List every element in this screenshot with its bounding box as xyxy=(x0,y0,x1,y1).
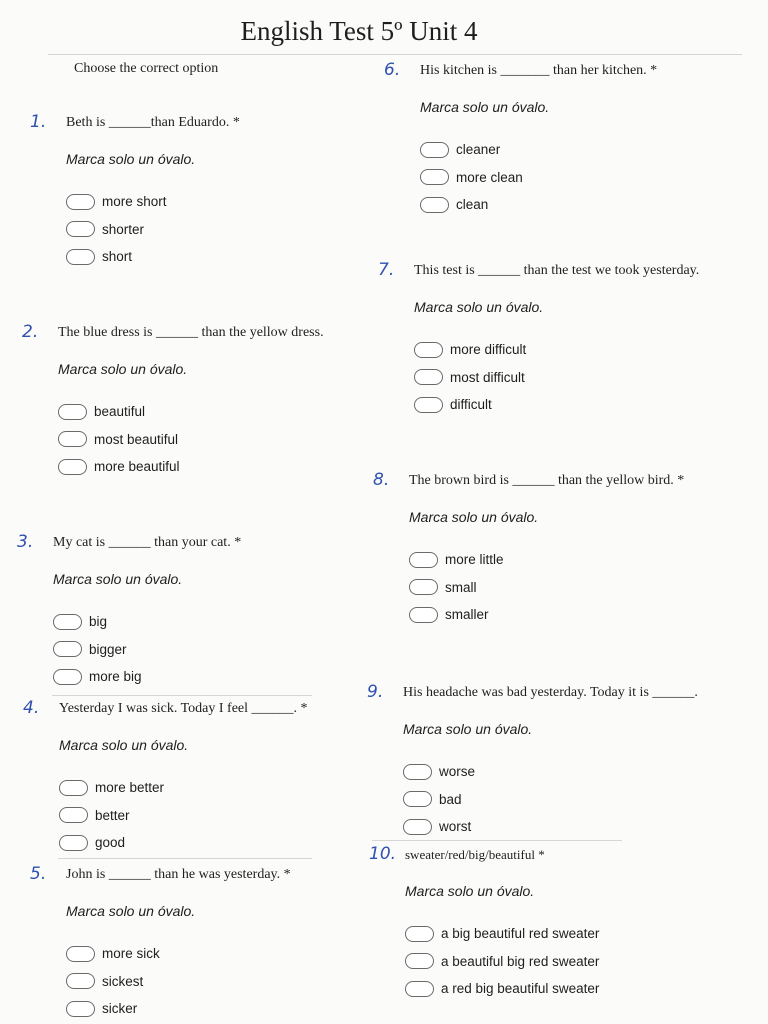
option-label: more better xyxy=(95,780,165,796)
option-label: more big xyxy=(89,669,142,685)
question-prompt xyxy=(66,866,416,884)
prompt-text: John is xyxy=(66,867,109,882)
answer-blank: ______ xyxy=(478,263,521,278)
oval-radio-icon[interactable] xyxy=(66,249,95,265)
option-label: short xyxy=(102,249,133,265)
instruction-text: Choose the correct option xyxy=(74,61,219,76)
option-list xyxy=(66,188,416,271)
answer-blank: ______ xyxy=(108,867,151,882)
option-label: clean xyxy=(456,197,489,213)
option-label: cleaner xyxy=(456,142,501,158)
oval-radio-icon[interactable] xyxy=(420,169,449,185)
answer-option[interactable] xyxy=(58,426,408,454)
page-title: English Test 5º Unit 4 xyxy=(240,16,478,46)
answer-option[interactable] xyxy=(403,758,753,786)
oval-radio-icon[interactable] xyxy=(58,431,87,447)
option-label: bigger xyxy=(89,641,127,657)
answer-instruction: Marca solo un óvalo. xyxy=(53,571,183,587)
answer-option[interactable] xyxy=(58,398,408,426)
answer-option[interactable] xyxy=(420,191,768,219)
option-label: sickest xyxy=(102,973,144,989)
oval-radio-icon[interactable] xyxy=(403,791,432,807)
answer-blank: ______ xyxy=(251,701,294,716)
prompt-text: Yesterday I was sick. Today I feel xyxy=(59,701,252,716)
oval-radio-icon[interactable] xyxy=(66,946,95,962)
question-2 xyxy=(22,322,408,481)
answer-instruction: Marca solo un óvalo. xyxy=(405,883,535,899)
answer-instruction: Marca solo un óvalo. xyxy=(59,737,189,753)
answer-option[interactable] xyxy=(66,968,416,996)
answer-option[interactable] xyxy=(414,364,764,392)
answer-option[interactable] xyxy=(403,813,753,841)
answer-option[interactable] xyxy=(58,453,408,481)
oval-radio-icon[interactable] xyxy=(403,764,432,780)
question-prompt xyxy=(420,62,768,80)
option-label: small xyxy=(445,579,477,595)
answer-blank: ______ xyxy=(108,535,151,550)
question-number: 6. xyxy=(384,60,401,80)
prompt-text: His kitchen is xyxy=(420,63,501,78)
question-prompt xyxy=(59,700,409,718)
answer-option[interactable] xyxy=(53,663,403,691)
divider xyxy=(58,858,312,859)
option-list xyxy=(66,940,416,1023)
option-label: a big beautiful red sweater xyxy=(441,926,600,942)
answer-blank: ______ xyxy=(512,473,555,488)
question-prompt xyxy=(414,262,764,280)
question-number: 5. xyxy=(30,864,47,884)
prompt-text: The blue dress is xyxy=(58,325,156,340)
prompt-text: than the yellow dress. xyxy=(197,325,324,340)
question-prompt xyxy=(403,684,753,702)
answer-blank: ______ xyxy=(108,115,151,130)
answer-option[interactable] xyxy=(59,774,409,802)
question-6 xyxy=(384,60,768,219)
oval-radio-icon[interactable] xyxy=(53,641,82,657)
option-list xyxy=(53,608,403,691)
prompt-text: than your cat. * xyxy=(150,535,242,550)
prompt-text: than her kitchen. * xyxy=(549,63,658,78)
option-label: more sick xyxy=(102,946,160,962)
answer-option[interactable] xyxy=(66,216,416,244)
answer-instruction: Marca solo un óvalo. xyxy=(58,361,188,377)
answer-option[interactable] xyxy=(409,574,759,602)
prompt-text: Beth is xyxy=(66,115,109,130)
answer-instruction: Marca solo un óvalo. xyxy=(414,299,544,315)
oval-radio-icon[interactable] xyxy=(414,369,443,385)
option-label: most beautiful xyxy=(94,431,179,447)
question-9 xyxy=(367,682,753,841)
answer-option[interactable] xyxy=(403,786,753,814)
question-prompt xyxy=(405,846,755,864)
oval-radio-icon[interactable] xyxy=(414,397,443,413)
question-number: 4. xyxy=(23,698,40,718)
answer-option[interactable] xyxy=(420,136,768,164)
answer-option[interactable] xyxy=(59,829,409,857)
oval-radio-icon[interactable] xyxy=(420,142,449,158)
answer-option[interactable] xyxy=(409,546,759,574)
option-label: sicker xyxy=(102,1001,138,1017)
option-list xyxy=(409,546,759,629)
prompt-text: The brown bird is xyxy=(409,473,513,488)
oval-radio-icon[interactable] xyxy=(58,404,87,420)
question-8 xyxy=(373,470,759,629)
prompt-text: . * xyxy=(293,701,308,716)
question-number: 1. xyxy=(30,112,47,132)
answer-option[interactable] xyxy=(53,636,403,664)
question-number: 7. xyxy=(378,260,395,280)
option-list xyxy=(59,774,409,857)
question-3 xyxy=(17,532,403,691)
answer-option[interactable] xyxy=(414,391,764,419)
question-10 xyxy=(369,844,755,1003)
option-list xyxy=(403,758,753,841)
answer-option[interactable] xyxy=(66,940,416,968)
answer-option[interactable] xyxy=(405,975,755,1003)
oval-radio-icon[interactable] xyxy=(59,835,88,851)
answer-blank: ______ xyxy=(652,685,695,700)
answer-option[interactable] xyxy=(66,995,416,1023)
answer-option[interactable] xyxy=(409,601,759,629)
oval-radio-icon[interactable] xyxy=(414,342,443,358)
answer-option[interactable] xyxy=(405,948,755,976)
oval-radio-icon[interactable] xyxy=(405,981,434,997)
question-number: 10. xyxy=(369,844,397,864)
prompt-text: than the test we took yesterday. xyxy=(520,263,700,278)
option-list xyxy=(420,136,768,219)
oval-radio-icon[interactable] xyxy=(405,953,434,969)
option-label: bad xyxy=(439,791,462,807)
oval-radio-icon[interactable] xyxy=(403,819,432,835)
option-label: a red big beautiful sweater xyxy=(441,981,600,997)
question-prompt xyxy=(58,324,408,342)
oval-radio-icon[interactable] xyxy=(58,459,87,475)
question-prompt xyxy=(409,472,759,490)
question-1 xyxy=(30,112,416,271)
option-label: more beautiful xyxy=(94,459,180,475)
answer-blank: ______ xyxy=(155,325,198,340)
answer-option[interactable] xyxy=(405,920,755,948)
option-label: better xyxy=(95,807,130,823)
option-label: beautiful xyxy=(94,404,146,420)
answer-instruction: Marca solo un óvalo. xyxy=(403,721,533,737)
option-label: worse xyxy=(439,764,476,780)
option-label: good xyxy=(95,835,126,851)
oval-radio-icon[interactable] xyxy=(409,552,438,568)
question-number: 2. xyxy=(22,322,39,342)
answer-option[interactable] xyxy=(59,802,409,830)
answer-instruction: Marca solo un óvalo. xyxy=(420,99,550,115)
option-label: a beautiful big red sweater xyxy=(441,953,600,969)
option-list xyxy=(58,398,408,481)
prompt-text: My cat is xyxy=(53,535,109,550)
prompt-text: sweater/red/big/beautiful * xyxy=(405,847,545,862)
question-5 xyxy=(30,864,416,1023)
oval-radio-icon[interactable] xyxy=(53,614,82,630)
prompt-text: This test is xyxy=(414,263,479,278)
question-number: 8. xyxy=(373,470,390,490)
question-number: 3. xyxy=(17,532,34,552)
option-list xyxy=(414,336,764,419)
answer-option[interactable] xyxy=(420,164,768,192)
oval-radio-icon[interactable] xyxy=(66,221,95,237)
divider xyxy=(372,840,622,841)
prompt-text: than he was yesterday. * xyxy=(150,867,291,882)
answer-option[interactable] xyxy=(66,243,416,271)
divider xyxy=(48,54,742,55)
answer-option[interactable] xyxy=(66,188,416,216)
question-prompt xyxy=(53,534,403,552)
option-label: smaller xyxy=(445,607,489,623)
answer-option[interactable] xyxy=(414,336,764,364)
question-4 xyxy=(23,698,409,857)
oval-radio-icon[interactable] xyxy=(409,579,438,595)
prompt-text: His headache was bad yesterday. Today it is xyxy=(403,685,653,700)
option-label: most difficult xyxy=(450,369,525,385)
option-label: more difficult xyxy=(450,342,527,358)
option-label: more little xyxy=(445,552,504,568)
option-label: shorter xyxy=(102,221,145,237)
answer-blank: _______ xyxy=(500,63,550,78)
option-label: big xyxy=(89,614,108,630)
oval-radio-icon[interactable] xyxy=(59,807,88,823)
divider xyxy=(52,695,312,696)
oval-radio-icon[interactable] xyxy=(405,926,434,942)
answer-instruction: Marca solo un óvalo. xyxy=(66,903,196,919)
answer-instruction: Marca solo un óvalo. xyxy=(409,509,539,525)
prompt-text: than the yellow bird. * xyxy=(554,473,685,488)
answer-instruction: Marca solo un óvalo. xyxy=(66,151,196,167)
prompt-text: . xyxy=(694,685,698,700)
option-label: more short xyxy=(102,194,167,210)
answer-option[interactable] xyxy=(53,608,403,636)
question-number: 9. xyxy=(367,682,384,702)
oval-radio-icon[interactable] xyxy=(66,194,95,210)
oval-radio-icon[interactable] xyxy=(53,669,82,685)
option-list xyxy=(405,920,755,1003)
oval-radio-icon[interactable] xyxy=(66,973,95,989)
question-prompt xyxy=(66,114,416,132)
option-label: difficult xyxy=(450,397,492,413)
oval-radio-icon[interactable] xyxy=(59,780,88,796)
option-label: more clean xyxy=(456,169,523,185)
oval-radio-icon[interactable] xyxy=(409,607,438,623)
oval-radio-icon[interactable] xyxy=(66,1001,95,1017)
prompt-text: than Eduardo. * xyxy=(150,115,240,130)
oval-radio-icon[interactable] xyxy=(420,197,449,213)
option-label: worst xyxy=(439,819,472,835)
question-7 xyxy=(378,260,764,419)
